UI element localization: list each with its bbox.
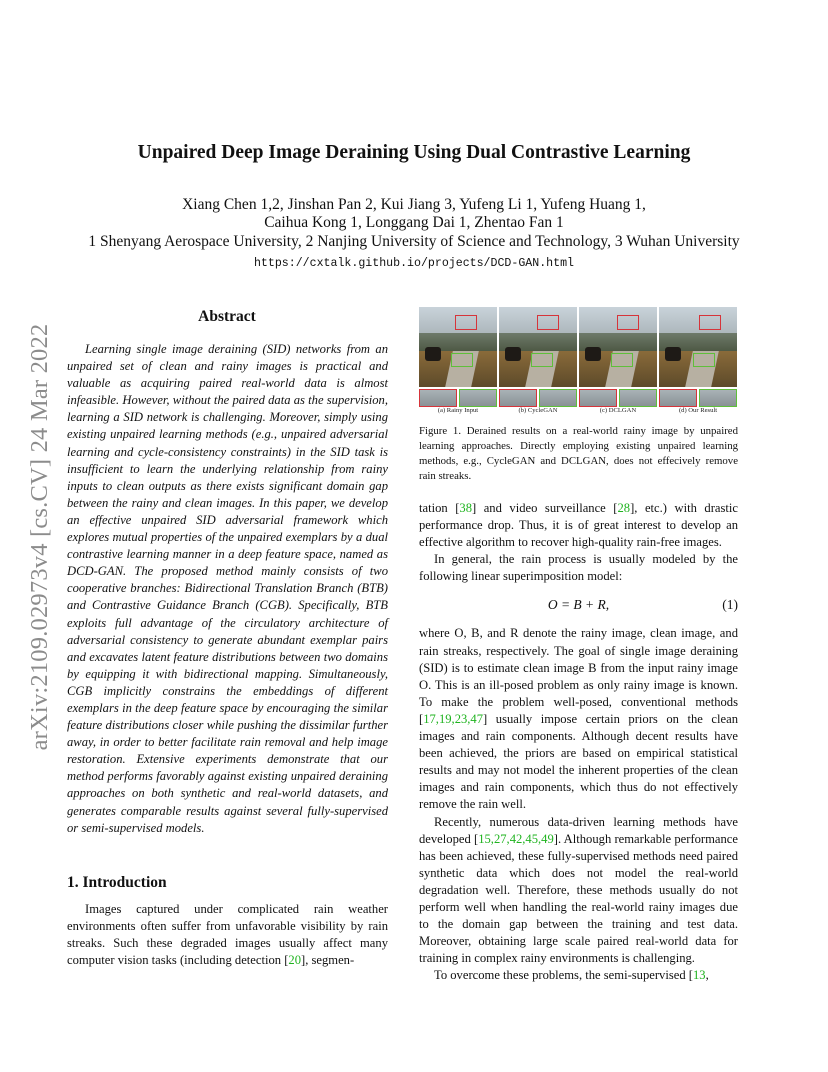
section-heading-introduction: 1. Introduction xyxy=(67,874,167,891)
figure-label: (b) CycleGAN xyxy=(518,407,558,414)
paragraph-rain-model: In general, the rain process is usually modeled by the following linear superimposition model: xyxy=(419,552,738,584)
intro-paragraph: Images captured under complicated rain weather environments often suffer from unfavorable visibility by rain streaks. Such these degraded images usually affect many computer vision tasks (including detection [20], segmen- xyxy=(67,902,388,968)
figure-caption: Figure 1. Derained results on a real-world rainy image by unpaired learning approaches. Directly employing existing unpaired learning methods, e.g., CycleGAN and DCLGAN, does not effecively remove rain streaks. xyxy=(419,425,738,482)
zoom-thumbnail xyxy=(659,389,697,407)
abstract-text: Learning single image deraining (SID) networks from an unpaired set of clean and rainy images is practical and valuable as acquiring paired real-world data is almost infeasible. However, without the paired data as the supervision, learning a SID network is challenging. Moreover, simply using existing unpaired learning methods (e.g., unpaired adversarial learning and cycle-consistency constraints) in the SID task is insufficient to learn the underlying relationship from rainy inputs to clean outputs as there exists significant domain gap between the rainy and clean images. In this paper, we develop an effective unpaired SID adversarial framework which explores mutual properties of the unpaired exemplars by a dual contrastive learning manner in a deep feature space, named as DCD-GAN. The proposed method mainly consists of two cooperative branches: Bidirectional Translation Branch (BTB) and Contrastive Guidance Branch (CGB). Specifically, BTB exploits full advantage of the circulatory architecture of adversarial consistency to generate abundant exemplar pairs and excavates latent feature distributions between two domains by equipping it with bidirectional mapping. Simultaneously, CGB implicitly constrains the embeddings of different exemplars in the deep feature space by encouraging the similar feature distributions closer while pushing the dissimilar further away, in order to better facilitate rain removal and help image restoration. Extensive experiments demonstrate that our method performs favorably against existing unpaired deraining approaches on both synthetic and real-world datasets, and generates comparable results against several fully-supervised or semi-supervised models. xyxy=(67,342,388,835)
zoom-thumbnail xyxy=(419,389,457,407)
authors-line-2: Caihua Kong 1, Longgang Dai 1, Zhentao Fan 1 xyxy=(264,214,564,231)
figure-panel-rainy-input xyxy=(419,307,497,387)
project-url[interactable]: https://cxtalk.github.io/projects/DCD-GAN.html xyxy=(253,257,575,270)
figure-label: (d) Our Result xyxy=(678,407,718,414)
figure-label: (c) DCLGAN xyxy=(599,407,637,414)
red-highlight-box xyxy=(699,315,721,330)
green-highlight-box xyxy=(693,353,715,367)
paper-title: Unpaired Deep Image Deraining Using Dual Contrastive Learning xyxy=(137,142,691,163)
citation-link[interactable]: 17,19,23,47 xyxy=(423,711,484,726)
zoom-thumbnail xyxy=(499,389,537,407)
equation-1 xyxy=(419,597,738,615)
citation-link[interactable]: 38 xyxy=(459,501,472,515)
green-highlight-box xyxy=(611,353,633,367)
zoom-thumbnail xyxy=(459,389,497,407)
arxiv-stamp: arXiv:2109.02973v4 [cs.CV] 24 Mar 2022 xyxy=(26,323,53,751)
intro-body xyxy=(67,901,388,969)
paragraph-continuation: tation [38] and video surveillance [28], etc.) with drastic performance drop. Thus, it is of great interest to develop an effective algorithm to recover high-quality rain-free images. xyxy=(419,501,738,550)
equation-number: (1) xyxy=(722,597,738,612)
red-highlight-box xyxy=(617,315,639,330)
affiliations: 1 Shenyang Aerospace University, 2 Nanjing University of Science and Technology, 3 Wuhan University xyxy=(88,233,740,250)
figure-panel-dclgan xyxy=(579,307,657,387)
red-highlight-box xyxy=(537,315,559,330)
citation-link[interactable]: 28 xyxy=(617,501,631,515)
green-highlight-box xyxy=(531,353,553,367)
figure-1 xyxy=(419,307,738,417)
figure-panel-our-result xyxy=(659,307,737,387)
paragraph-data-driven: Recently, numerous data-driven learning methods have developed [15,27,42,45,49]. Although remarkable performance has been achieved, these fully-supervised methods need paired synthetic data which does not model the real-world degradation well. Therefore, these methods usually do not perform well when handling the real-world rainy images due to the domain gap between the training and test data. Moreover, obtaining large scale paired real-world data for training in complex rainy environments is challenging. xyxy=(419,814,738,966)
citation-link[interactable]: 20 xyxy=(288,953,301,968)
green-highlight-box xyxy=(451,353,473,367)
red-highlight-box xyxy=(455,315,477,330)
authors-line-1: Xiang Chen 1,2, Jinshan Pan 2, Kui Jiang 3, Yufeng Li 1, Yufeng Huang 1, xyxy=(182,196,646,213)
figure-label: (a) Rainy Input xyxy=(437,407,479,414)
right-column-body xyxy=(419,500,738,984)
zoom-thumbnail xyxy=(539,389,577,407)
zoom-thumbnail xyxy=(699,389,737,407)
citation-link[interactable]: 13 xyxy=(692,968,706,983)
paragraph-semi-supervised: To overcome these problems, the semi-supervised [13, xyxy=(434,968,709,983)
paragraph-equation-explanation: where O, B, and R denote the rainy image, clean image, and rain streaks, respectively. The goal of single image deraining (SID) is to estimate clean image B from the input rainy image O. This is an ill-posed problem as only rainy image is known. To make the problem well-posed, conventional methods [17,19,23,47] usually impose certain priors on the clean images and rain components. Although decent results have been achieved, the priors are based on empirical statistical results and may not model the inherent properties of the clean images and rain components, which thus do not effectively remove the rain well. xyxy=(419,626,738,812)
zoom-thumbnail xyxy=(579,389,617,407)
abstract-body xyxy=(67,341,388,837)
equation-formula: O = B + R, xyxy=(547,597,610,612)
zoom-thumbnail xyxy=(619,389,657,407)
abstract-heading: Abstract xyxy=(198,308,256,325)
figure-panel-cyclegan xyxy=(499,307,577,387)
citation-link[interactable]: 15,27,42,45,49 xyxy=(478,831,554,846)
